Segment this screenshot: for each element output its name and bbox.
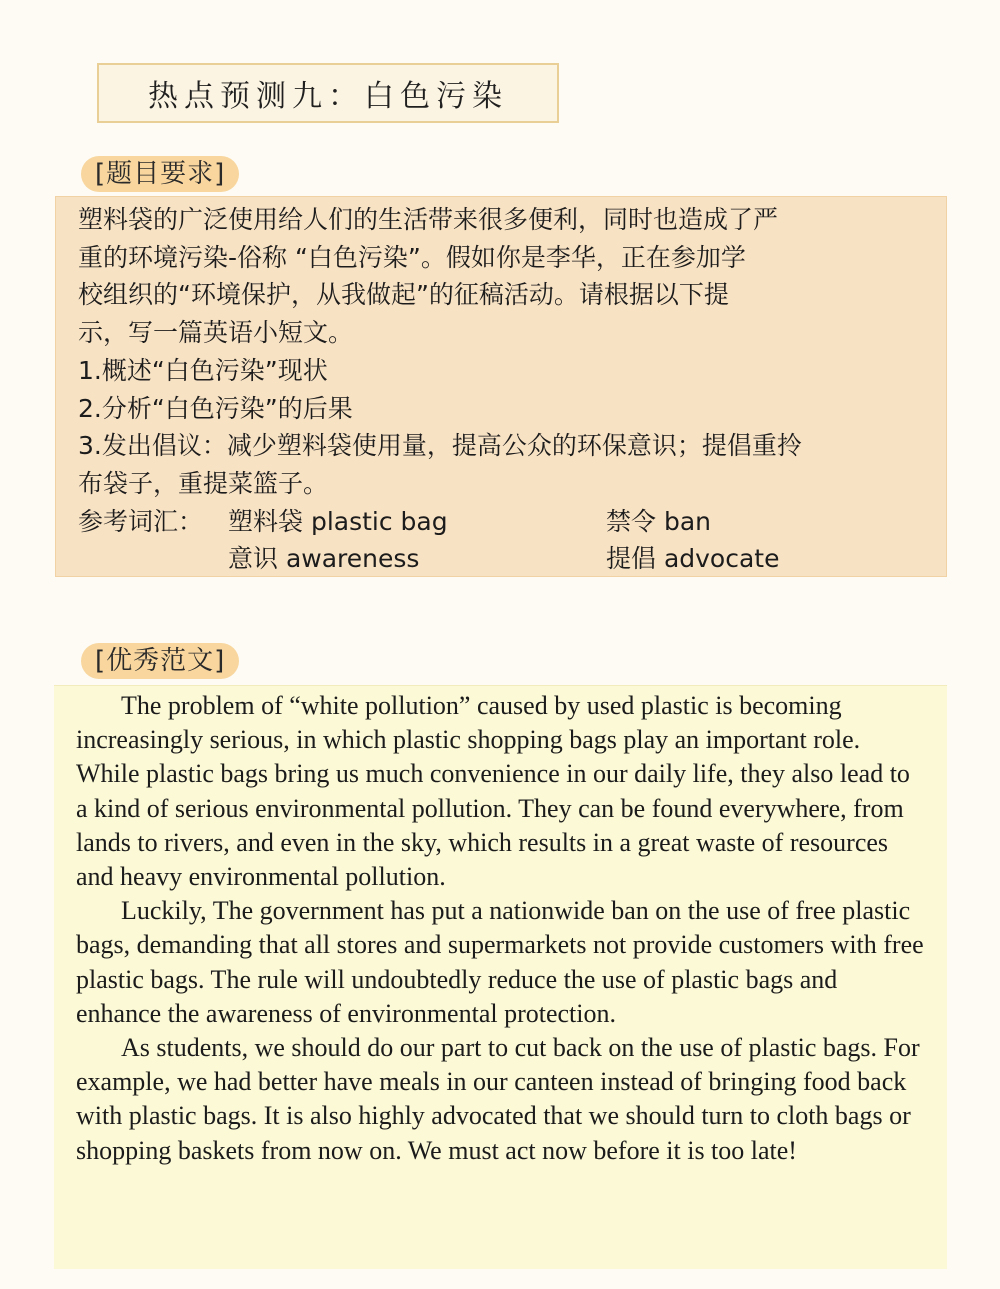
requirement-line: 塑料袋的广泛使用给人们的生活带来很多便利，同时也造成了严 — [78, 205, 779, 234]
requirement-line: 示，写一篇英语小短文。 — [78, 318, 354, 348]
requirements-tag: [题目要求] — [81, 156, 239, 192]
requirement-line: 校组织的“环境保护，从我做起”的征稿活动。请根据以下提 — [78, 280, 729, 310]
requirement-line: 重的环境污染-俗称 “白色污染”。假如你是李华，正在参加学 — [78, 242, 746, 272]
essay-paragraph: Luckily, The government has put a nationwide ban on the use of free plastic bags, demanding that all stores and supermarkets not provide customers with free plastic bags. The rule will undoubtedly reduce the use of plastic bags and enhance the awareness of environmental protection. — [76, 896, 924, 1028]
vocab-row — [78, 503, 930, 541]
requirements-panel — [55, 196, 947, 577]
vocab-item: 塑料袋 plastic bag — [228, 506, 448, 536]
vocab-label: 参考词汇： — [78, 506, 204, 536]
requirement-line: 布袋子，重提菜篮子。 — [78, 468, 329, 498]
requirement-point-3: 3.发出倡议：减少塑料袋使用量，提高公众的环保意识；提倡重拎 — [78, 431, 802, 461]
requirement-point-1: 1.概述“白色污染”现状 — [78, 355, 328, 385]
requirement-point-2: 2.分析“白色污染”的后果 — [78, 393, 353, 423]
model-essay-panel — [54, 685, 947, 1269]
vocab-item: 提倡 advocate — [606, 544, 780, 574]
essay-paragraph: As students, we should do our part to cut back on the use of plastic bags. For example, we had better have meals in our canteen instead of bringing food back with plastic bags. It is also highly advocated that we should turn to cloth bags or shopping baskets from now on. We must act now before it is too late! — [76, 1033, 920, 1165]
vocab-item: 意识 awareness — [228, 544, 420, 574]
vocab-item: 禁令 ban — [606, 506, 711, 536]
vocab-row — [78, 540, 930, 578]
page-title: 热点预测九：白色污染 — [97, 63, 559, 123]
essay-paragraph: The problem of “white pollution” caused by used plastic is becoming increasingly serious, in which plastic shopping bags play an important role. While plastic bags bring us much convenience in our daily life, they also lead to a kind of serious environmental pollution. They can be found everywhere, from lands to rivers, and even in the sky, which results in a great waste of resources and heavy environmental pollution. — [76, 691, 910, 892]
essay-tag: [优秀范文] — [81, 643, 239, 679]
